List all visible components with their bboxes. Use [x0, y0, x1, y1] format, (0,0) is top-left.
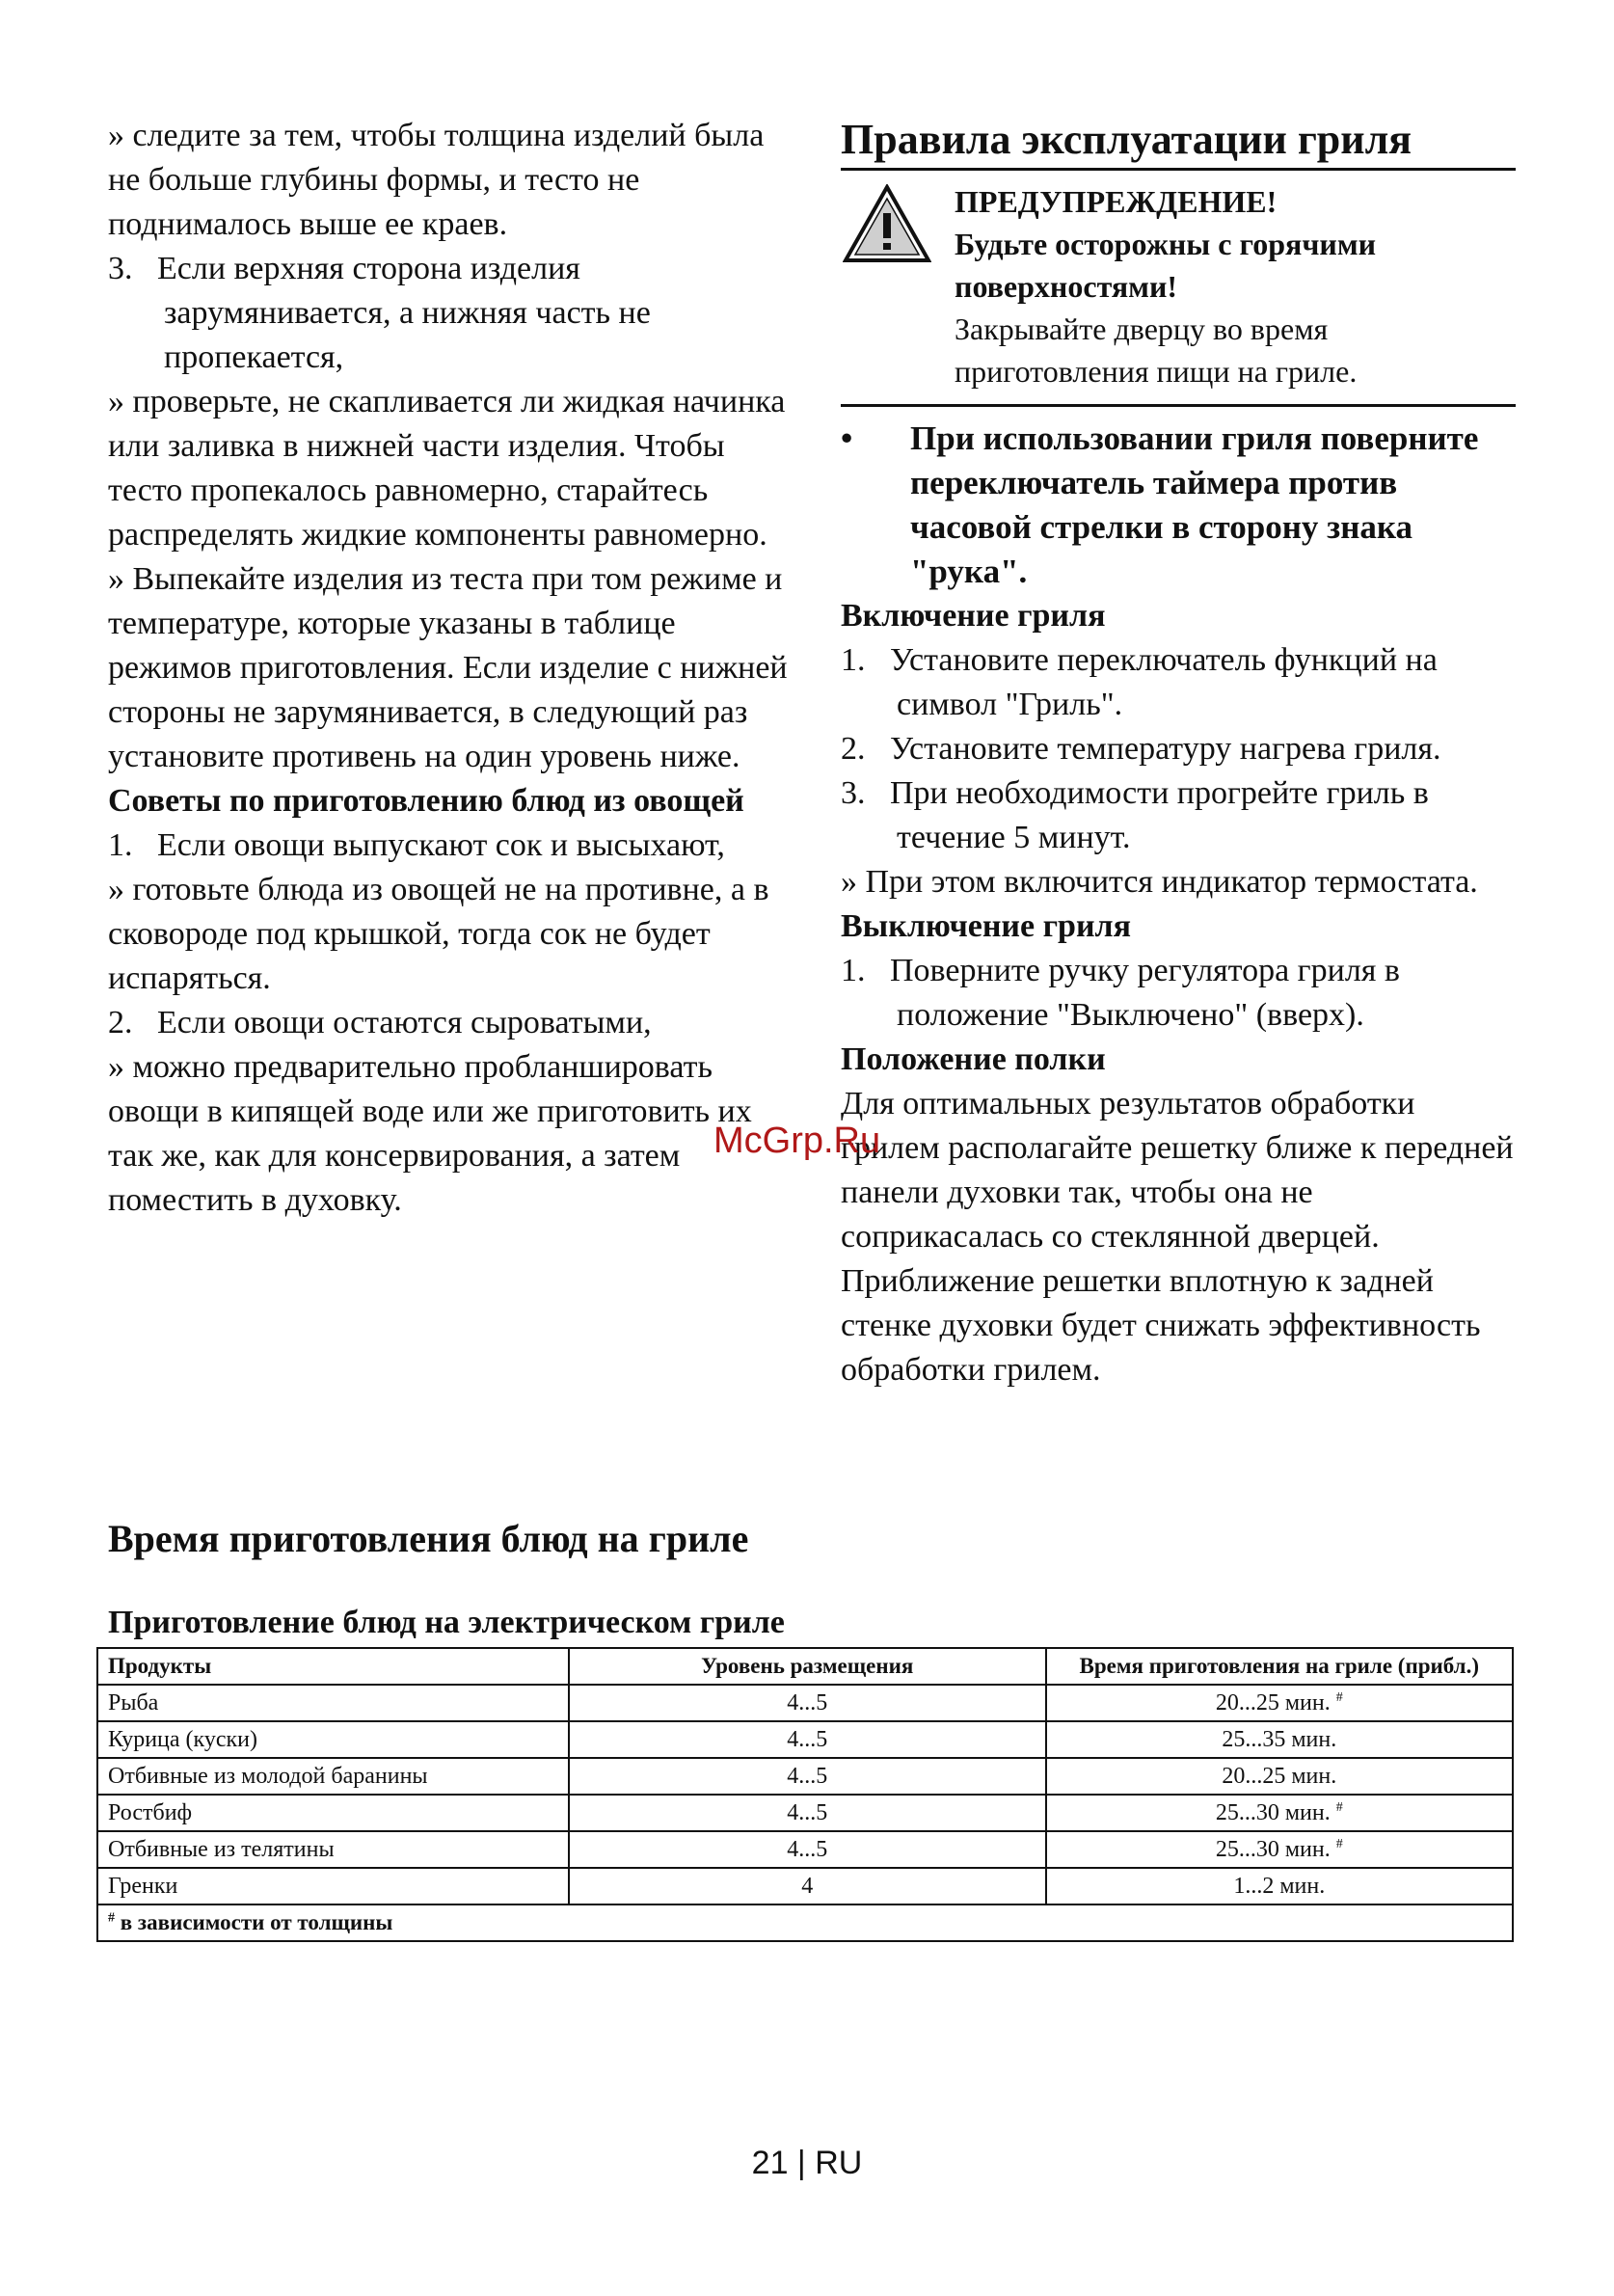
table-row	[97, 1831, 1513, 1868]
warning-text: Закрывайте дверцу во время приготовления пищи на гриле.	[955, 311, 1358, 389]
section-heading: Положение полки	[841, 1041, 1106, 1077]
column-header: Продукты	[97, 1648, 569, 1685]
cell-product: Курица (куски)	[97, 1721, 569, 1758]
cell-time	[1046, 1868, 1513, 1904]
paragraph: » следите за тем, чтобы толщина изделий была не больше глубины формы, и тесто не поднималось выше ее краев.	[108, 118, 765, 242]
time-value: 20...25 мин.	[1215, 1690, 1331, 1715]
list-item	[841, 727, 1516, 771]
time-value: 25...35 мин.	[1222, 1727, 1337, 1752]
table-row	[97, 1795, 1513, 1831]
list-item	[841, 949, 1516, 1038]
warning-box	[841, 180, 1516, 407]
page-number: 21 | RU	[751, 2145, 863, 2181]
footnote-mark: #	[1335, 1800, 1343, 1815]
cell-level: 4...5	[569, 1795, 1046, 1831]
list-item	[108, 824, 802, 868]
list-number: 1.	[841, 642, 866, 678]
table-footnote-row	[97, 1904, 1513, 1941]
cell-time	[1046, 1831, 1513, 1868]
list-text: Если овощи выпускают сок и высыхают,	[157, 827, 725, 863]
cell-level: 4...5	[569, 1721, 1046, 1758]
right-column	[841, 114, 1516, 1392]
list-text: При необходимости прогрейте гриль в течение 5 минут.	[890, 775, 1429, 855]
page-title: Правила эксплуатации гриля	[841, 114, 1516, 171]
grill-table	[96, 1647, 1514, 1942]
cell-time	[1046, 1685, 1513, 1721]
cell-product: Гренки	[97, 1868, 569, 1904]
cell-time	[1046, 1758, 1513, 1795]
footnote-mark: #	[1335, 1690, 1343, 1705]
paragraph: » готовьте блюда из овощей не на противне, а в сковороде под крышкой, тогда сок не будет испаряться.	[108, 872, 769, 996]
cell-product: Отбивные из телятины	[97, 1831, 569, 1868]
footnote-text: в зависимости от толщины	[120, 1910, 393, 1934]
list-number: 1.	[841, 953, 866, 988]
list-number: 2.	[841, 731, 866, 767]
column-header: Время приготовления на гриле (прибл.)	[1046, 1648, 1513, 1685]
watermark: McGrp.Ru	[713, 1121, 881, 1161]
section-heading: Советы по приготовлению блюд из овощей	[108, 783, 744, 819]
footnote-mark: #	[108, 1910, 115, 1926]
list-item	[108, 247, 802, 380]
paragraph: » проверьте, не скапливается ли жидкая начинка или заливка в нижней части изделия. Чтобы тесто пропекалось равномерно, старайтесь распределять жидкие компоненты равномерно.	[108, 384, 786, 553]
bullet-text: При использовании гриля поверните переключатель таймера против часовой стрелки в сторону знака "рука".	[910, 419, 1479, 590]
bullet-item	[841, 417, 1516, 594]
cell-product: Рыба	[97, 1685, 569, 1721]
table-row	[97, 1685, 1513, 1721]
table-row	[97, 1868, 1513, 1904]
list-number: 2.	[108, 1005, 133, 1040]
cell-time	[1046, 1721, 1513, 1758]
footnote-mark: #	[1335, 1837, 1343, 1851]
paragraph: Для оптимальных результатов обработки грилем располагайте решетку ближе к передней панели духовки так, чтобы она не соприкасалась со стеклянной дверцей. Приближение решетки вплотную к задней стенке духовки будет снижать эффективность обработки грилем.	[841, 1086, 1514, 1388]
list-number: 3.	[841, 775, 866, 811]
section-title: Время приготовления блюд на гриле	[108, 1517, 749, 1560]
table-header-row	[97, 1648, 1513, 1685]
cell-level: 4...5	[569, 1758, 1046, 1795]
column-header: Уровень размещения	[569, 1648, 1046, 1685]
warning-subtitle: Будьте осторожны с горячими поверхностями!	[955, 227, 1377, 304]
list-text: Если овощи остаются сыроватыми,	[157, 1005, 652, 1040]
paragraph: » Выпекайте изделия из теста при том режиме и температуре, которые указаны в таблице режимов приготовления. Если изделие с нижней стороны не зарумянивается, в следующий раз установите противень на один уровень ниже.	[108, 561, 788, 774]
list-item	[841, 771, 1516, 860]
cell-level: 4...5	[569, 1831, 1046, 1868]
table-title: Приготовление блюд на электрическом гриле	[108, 1605, 785, 1640]
section-heading: Включение гриля	[841, 598, 1106, 634]
list-text: Установите переключатель функций на символ "Гриль".	[890, 642, 1438, 722]
warning-title: ПРЕДУПРЕЖДЕНИЕ!	[955, 184, 1278, 219]
cell-level: 4	[569, 1868, 1046, 1904]
list-item	[108, 1001, 802, 1045]
time-value: 1...2 мин.	[1233, 1874, 1326, 1899]
time-value: 25...30 мин.	[1215, 1800, 1331, 1825]
list-text: Если верхняя сторона изделия зарумянивается, а нижняя часть не пропекается,	[157, 251, 651, 375]
table-row	[97, 1721, 1513, 1758]
list-number: 1.	[108, 827, 133, 863]
table-row	[97, 1758, 1513, 1795]
table-footnote	[97, 1904, 1513, 1941]
paragraph: » можно предварительно пробланшировать овощи в кипящей воде или же приготовить их так же, как для консервирования, а затем поместить в духовку.	[108, 1049, 752, 1218]
cell-time	[1046, 1795, 1513, 1831]
bullet-mark: •	[841, 419, 853, 457]
warning-triangle-icon	[843, 184, 931, 263]
list-text: Установите температуру нагрева гриля.	[890, 731, 1441, 767]
cell-level: 4...5	[569, 1685, 1046, 1721]
time-value: 20...25 мин.	[1222, 1764, 1337, 1789]
list-item	[841, 638, 1516, 727]
left-column	[108, 114, 802, 1223]
cell-product: Отбивные из молодой баранины	[97, 1758, 569, 1795]
paragraph: » При этом включится индикатор термостата.	[841, 864, 1478, 900]
list-number: 3.	[108, 251, 133, 286]
cell-product: Ростбиф	[97, 1795, 569, 1831]
time-value: 25...30 мин.	[1215, 1837, 1331, 1862]
section-heading: Выключение гриля	[841, 908, 1132, 944]
list-text: Поверните ручку регулятора гриля в положение "Выключено" (вверх).	[890, 953, 1400, 1033]
